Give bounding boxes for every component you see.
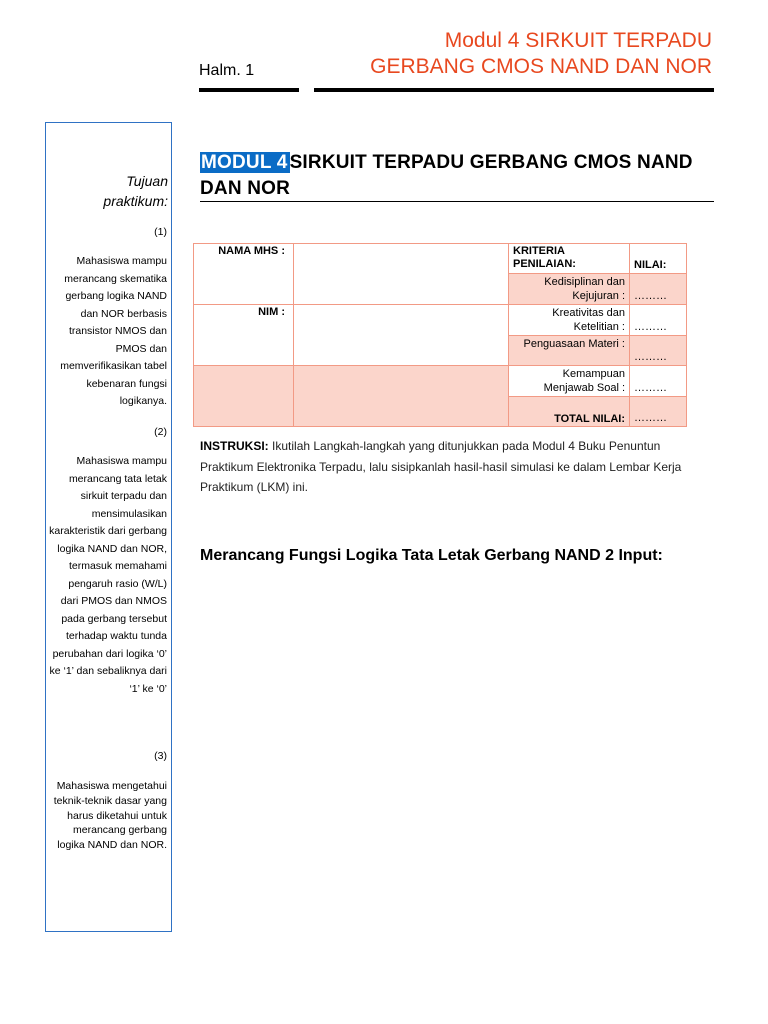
objective-number: (2) <box>154 426 167 438</box>
instructions-paragraph <box>200 436 715 498</box>
objectives-heading-line-2: praktikum: <box>103 193 168 209</box>
objective-number: (1) <box>154 226 167 238</box>
criteria-header: KRITERIA PENILAIAN: <box>509 244 630 274</box>
instructions-text: Ikutilah Langkah-langkah yang ditunjukkan pada Modul 4 Buku Penuntun Praktikum Elektronika Terpadu, lalu sisipkanlah hasil-hasil simulasi ke dalam Lembar Kerja Praktikum (LKM) ini. <box>200 439 682 494</box>
criteria-label: Kedisiplinan dan Kejujuran : <box>509 274 630 305</box>
table-row <box>194 244 687 274</box>
criteria-label: Kemampuan Menjawab Soal : <box>509 366 630 397</box>
nim-label-cell <box>194 305 294 366</box>
objectives-heading <box>103 171 168 211</box>
table-row <box>194 305 687 336</box>
nim-input-cell[interactable] <box>294 305 509 366</box>
criteria-score[interactable]: ……… <box>630 305 687 336</box>
criteria-label: Kreativitas dan Ketelitian : <box>509 305 630 336</box>
criteria-score[interactable]: ……… <box>630 366 687 397</box>
objective-number: (3) <box>154 750 167 762</box>
header-title-line-2: GERBANG CMOS NAND DAN NOR <box>370 55 712 78</box>
name-label-cell <box>194 244 294 305</box>
objective-text: Mahasiswa mampu merancang skematika gerbang logika NAND dan NOR berbasis transistor NMOS dan PMOS dan memverifikasikan tabel kebenaran fungsi logikanya. <box>60 255 167 407</box>
empty-shaded-cell <box>194 366 294 427</box>
header-module-title <box>370 28 712 80</box>
module-title-text: SIRKUIT TERPADU GERBANG CMOS NAND DAN NOR <box>200 152 693 199</box>
criteria-score[interactable]: ……… <box>630 274 687 305</box>
section-heading: Merancang Fungsi Logika Tata Letak Gerbang NAND 2 Input: <box>200 547 663 564</box>
objectives-sidebar <box>45 122 172 932</box>
table-row <box>194 366 687 397</box>
grading-table <box>193 243 687 427</box>
module-number-highlight: MODUL 4 <box>201 152 288 173</box>
objectives-heading-line-1: Tujuan <box>126 173 168 189</box>
nim-label: NIM : <box>258 306 285 318</box>
page-number-label: Halm. 1 <box>199 62 255 79</box>
instructions-label: INSTRUKSI: <box>200 439 269 453</box>
criteria-label: Penguasaan Materi : <box>509 336 630 366</box>
score-header: NILAI: <box>630 244 687 274</box>
objective-text: Mahasiswa mampu merancang tata letak sirkuit terpadu dan mensimulasikan karakteristik dari gerbang logika NAND dan NOR, termasuk memahami pengaruh rasio (W/L) dari PMOS dan NMOS pada gerbang tersebut terhadap waktu tunda perubahan dari logika ‘0’ ke ‘1’ dan sebaliknya dari ‘1’ ke ‘0’ <box>49 455 167 695</box>
empty-shaded-cell <box>294 366 509 427</box>
total-label: TOTAL NILAI: <box>509 397 630 427</box>
name-input-cell[interactable] <box>294 244 509 305</box>
total-score[interactable]: ……… <box>630 397 687 427</box>
header-rule-right <box>314 88 714 92</box>
module-title <box>200 150 715 202</box>
title-underline <box>200 201 714 202</box>
objective-text: Mahasiswa mengetahui teknik-teknik dasar yang harus diketahui untuk merancang gerbang logika NAND dan NOR. <box>53 780 167 852</box>
header-rule-left <box>199 88 299 92</box>
header-title-line-1: Modul 4 SIRKUIT TERPADU <box>444 29 712 52</box>
name-label: NAMA MHS : <box>218 245 285 257</box>
criteria-score[interactable]: ……… <box>630 336 687 366</box>
